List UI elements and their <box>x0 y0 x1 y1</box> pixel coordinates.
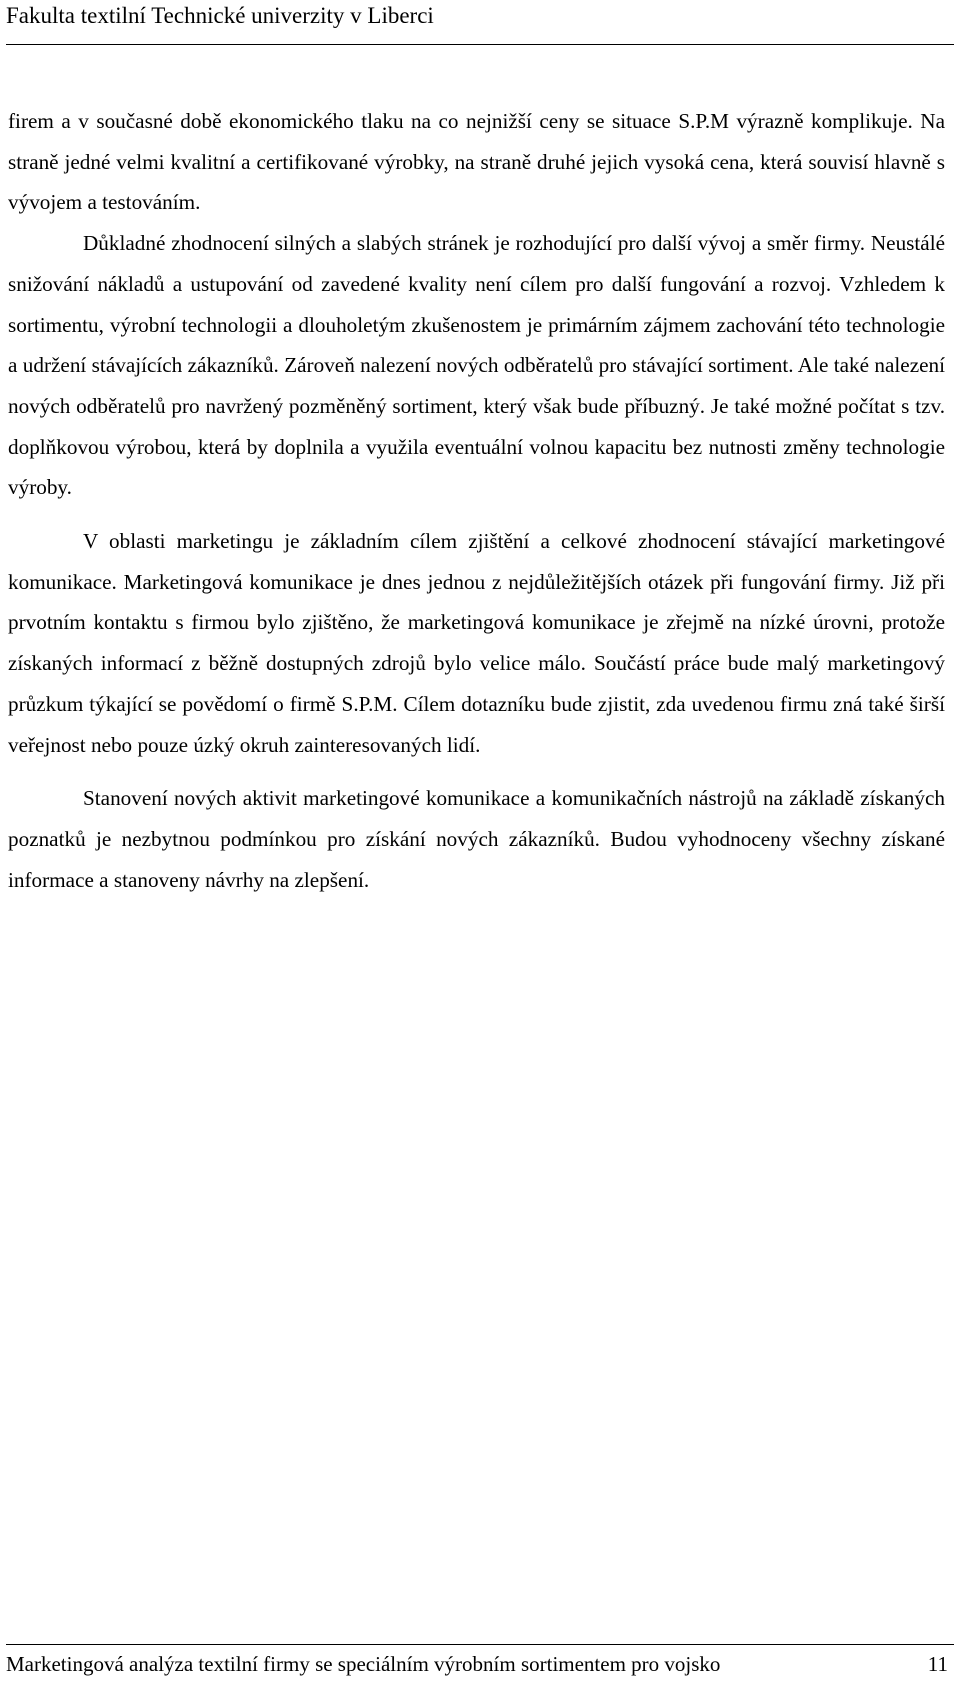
paragraph-1: firem a v současné době ekonomického tlaku na co nejnižší ceny se situace S.P.M výrazně komplikuje. Na straně jedné velmi kvalitní a certifikované výrobky, na straně druhé jejich vysoká cena, která souvisí hlavně s vývojem a testováním. <box>8 109 945 215</box>
footer-title: Marketingová analýza textilní firmy se speciálním výrobním sortimentem pro vojsko <box>6 1652 721 1676</box>
page-header <box>6 0 954 45</box>
paragraph-4: Stanovení nových aktivit marketingové komunikace a komunikačních nástrojů na základě získaných poznatků je nezbytnou podmínkou pro získání nových zákazníků. Budou vyhodnoceny všechny získané informace a stanoveny návrhy na zlepšení. <box>8 786 945 892</box>
body-text <box>8 101 945 900</box>
paragraph-2: Důkladné zhodnocení silných a slabých stránek je rozhodující pro další vývoj a směr firmy. Neustálé snižování nákladů a ustupování od zavedené kvality není cílem pro další fungování a rozvoj. Vzhledem k sortimentu, výrobní technologii a dlouholetým zkušenostem je primárním zájmem zachování této technologie a udržení stávajících zákazníků. Zároveň nalezení nových odběratelů pro stávající sortiment. Ale také nalezení nových odběratelů pro navržený pozměněný sortiment, který však bude příbuzný. Je také možné počítat s tzv. doplňkovou výrobou, která by doplnila a využila eventuální volnou kapacitu bez nutnosti změny technologie výroby. <box>8 231 945 500</box>
header-title: Fakulta textilní Technické univerzity v Liberci <box>6 3 434 28</box>
page-footer <box>6 1644 954 1680</box>
paragraph-3: V oblasti marketingu je základním cílem zjištění a celkové zhodnocení stávající marketingové komunikace. Marketingová komunikace je dnes jednou z nejdůležitějších otázek při fungování firmy. Již při prvotním kontaktu s firmou bylo zjištěno, že marketingová komunikace je zřejmě na nízké úrovni, protože získaných informací z běžně dostupných zdrojů bylo velice málo. Součástí práce bude malý marketingový průzkum týkající se povědomí o firmě S.P.M. Cílem dotazníku bude zjistit, zda uvedenou firmu zná také širší veřejnost nebo pouze úzký okruh zainteresovaných lidí. <box>8 529 945 757</box>
page-number: 11 <box>927 1652 948 1676</box>
